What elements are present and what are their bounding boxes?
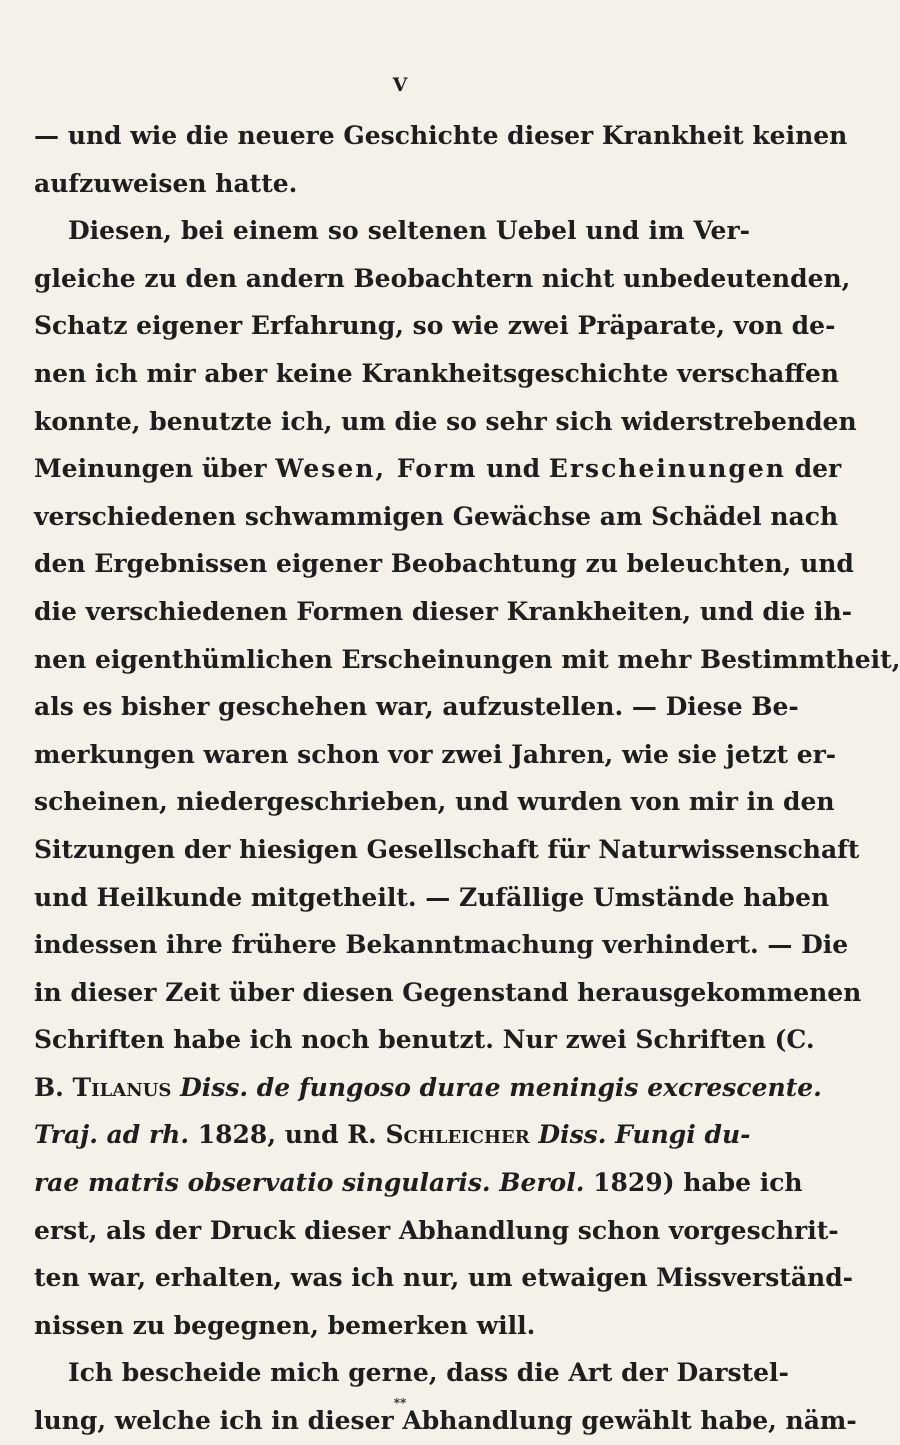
text-line: und Heilkunde mitgetheilt. — Zufällige Umstände haben bbox=[34, 882, 830, 912]
text-segment: B. bbox=[34, 1072, 73, 1102]
text-segment: 1829) habe ich bbox=[584, 1168, 803, 1198]
text-line: nen ich mir aber keine Krankheitsgeschichte verschaffen bbox=[34, 358, 839, 388]
text-segment: rae matris observatio singularis. Berol. bbox=[34, 1168, 585, 1198]
text-line: — und wie die neuere Geschichte dieser Krankheit keinen bbox=[34, 121, 848, 150]
text-line: verschiedenen schwammigen Gewächse am Schädel nach bbox=[34, 501, 839, 531]
text-segment: 1828, und R. bbox=[189, 1120, 386, 1150]
text-line: den Ergebnissen eigener Beobachtung zu beleuchten, und bbox=[34, 549, 854, 579]
text-segment: Meinungen über bbox=[34, 454, 276, 484]
text-line: gleiche zu den andern Beobachtern nicht unbedeutenden, bbox=[34, 263, 851, 293]
text-line: nen eigenthümlichen Erscheinungen mit mehr Bestimmtheit, bbox=[34, 644, 900, 674]
text-line: als es bisher geschehen war, aufzustellen. — Diese Be- bbox=[34, 692, 799, 722]
text-line: indessen ihre frühere Bekanntmachung verhindert. — Die bbox=[34, 930, 849, 960]
text-segment: Schleicher bbox=[385, 1120, 530, 1150]
text-segment: Diss. Fungi du- bbox=[538, 1120, 751, 1150]
text-line: die verschiedenen Formen dieser Krankheiten, und die ih- bbox=[34, 596, 853, 626]
text-line: Ich bescheide mich gerne, dass die Art der Darstel- bbox=[68, 1358, 789, 1388]
text-line: konnte, benutzte ich, um die so sehr sich widerstrebenden bbox=[34, 406, 857, 436]
text-line bbox=[34, 1111, 750, 1159]
text-line bbox=[34, 1159, 803, 1207]
text-line: Schriften habe ich noch benutzt. Nur zwei Schriften (C. bbox=[34, 1025, 815, 1055]
text-segment: Tilanus bbox=[72, 1072, 172, 1102]
text-line: erst, als der Druck dieser Abhandlung schon vorgeschrit- bbox=[34, 1215, 839, 1245]
text-line: scheinen, niedergeschrieben, und wurden von mir in den bbox=[34, 787, 835, 817]
text-line: ten war, erhalten, was ich nur, um etwaigen Missverständ- bbox=[34, 1263, 854, 1293]
text-line: merkungen waren schon vor zwei Jahren, wie sie jetzt er- bbox=[34, 739, 837, 769]
text-line bbox=[34, 1064, 822, 1112]
text-line: Sitzungen der hiesigen Gesellschaft für Naturwissenschaft bbox=[34, 834, 860, 864]
text-line: Diesen, bei einem so seltenen Uebel und im Ver- bbox=[68, 216, 750, 246]
text-segment: Wesen, Form bbox=[275, 454, 478, 484]
text-line: in dieser Zeit über diesen Gegenstand herausgekommenen bbox=[34, 977, 862, 1007]
text-line: aufzuweisen hatte. bbox=[34, 168, 298, 198]
text-segment: und bbox=[477, 454, 549, 484]
text-line: lung, welche ich in dieser Abhandlung gewählt habe, näm- bbox=[34, 1406, 857, 1436]
text-line: nissen zu begegnen, bemerken will. bbox=[34, 1310, 536, 1340]
text-segment: Erscheinungen bbox=[548, 454, 786, 484]
signature-mark: ** bbox=[393, 1396, 407, 1410]
text-line: Schatz eigener Erfahrung, so wie zwei Präparate, von de- bbox=[34, 311, 836, 341]
text-segment: der bbox=[785, 454, 842, 484]
text-segment bbox=[171, 1073, 180, 1102]
body-text bbox=[34, 112, 900, 1445]
text-segment: Diss. de fungoso durae meningis excrescente. bbox=[180, 1072, 822, 1102]
text-line bbox=[34, 445, 842, 493]
page-number: V bbox=[392, 74, 408, 96]
text-segment: Traj. ad rh. bbox=[34, 1120, 190, 1150]
